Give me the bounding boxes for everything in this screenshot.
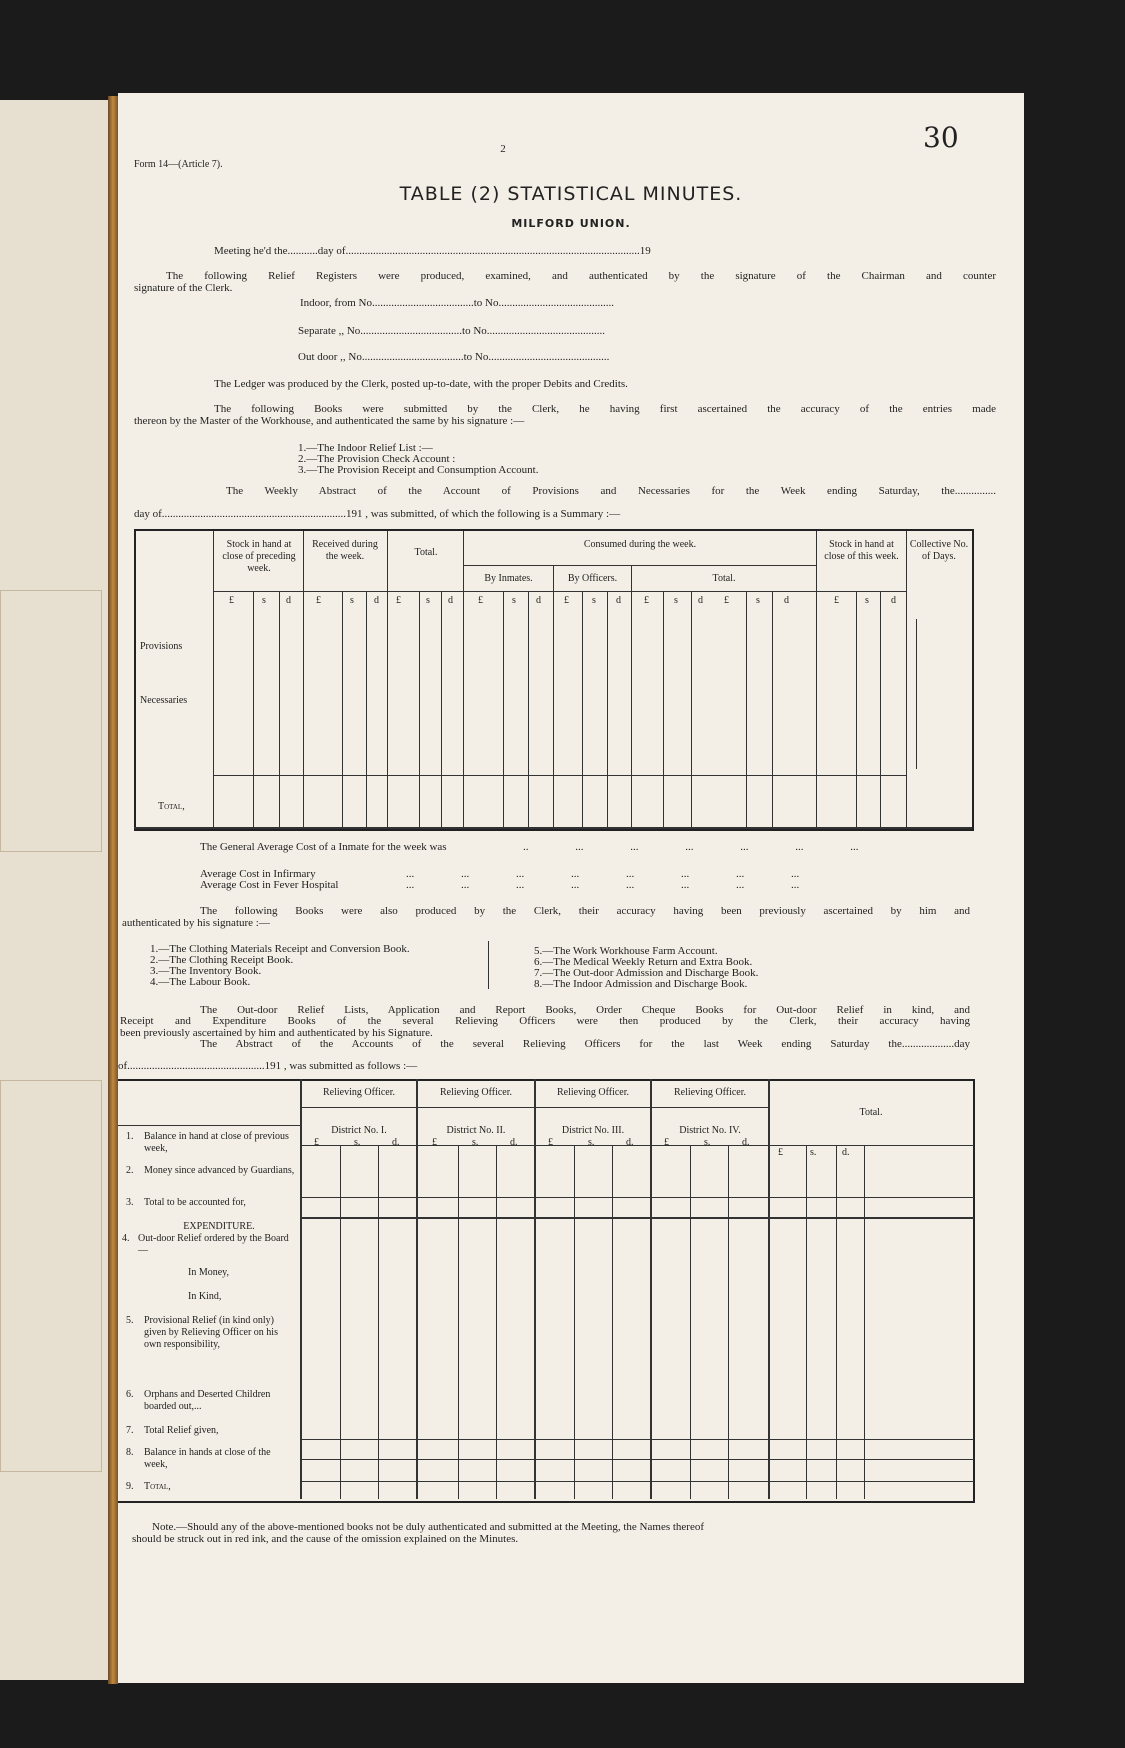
page-title: TABLE (2) STATISTICAL MINUTES.	[399, 183, 743, 205]
row-label-3: Total to be accounted for,	[144, 1197, 246, 1208]
currency-shilling: s	[512, 595, 516, 606]
row-label-7: Total Relief given,	[144, 1425, 219, 1436]
expenditure-heading: EXPENDITURE.	[183, 1221, 255, 1232]
general-cost-dots: .. ... ... ... ... ... ...	[523, 841, 859, 853]
weekly-abstract-cont: day of...................................................................191 , was submitted, of which the following is a Summary :—	[134, 508, 621, 520]
facing-page-table	[0, 590, 102, 852]
infirmary-dots: ... ... ... ... ... ... ... ...	[406, 868, 800, 880]
currency-shilling: s.	[472, 1137, 479, 1148]
row-label-8: Balance in hands at close of the week,	[144, 1447, 271, 1470]
currency-pence: d	[286, 595, 291, 606]
currency-shilling: s.	[704, 1137, 711, 1148]
row-necessaries: Necessaries	[140, 695, 188, 706]
currency-shilling: s	[262, 595, 266, 606]
officer-header-2: Relieving Officer.	[439, 1087, 513, 1098]
book-list-right-7: 7.—The Out-door Admission and Discharge Book.	[534, 967, 759, 979]
currency-pence: d	[784, 595, 789, 606]
footnote-cont: should be struck out in red ink, and the cause of the omission explained on the Minutes.	[132, 1533, 519, 1545]
district-2: District No. II.	[446, 1125, 506, 1136]
col-collective: Collective No. of Days.	[909, 539, 969, 562]
district-1: District No. I.	[331, 1125, 387, 1136]
currency-shilling: s	[756, 595, 760, 606]
currency-pence: d	[616, 595, 621, 606]
row-label-5: Provisional Relief (in kind only) given by Relieving Officer on his own responsibility,	[144, 1315, 278, 1350]
officers-abstract: The Abstract of the Accounts of the several Relieving Officers for the last Week ending Saturday the...................day	[200, 1038, 970, 1050]
currency-shilling: s.	[810, 1147, 817, 1158]
facing-page	[0, 100, 108, 1680]
officer-header-3: Relieving Officer.	[556, 1087, 630, 1098]
officer-header-1: Relieving Officer.	[322, 1087, 396, 1098]
book-list-right-5: 5.—The Work Workhouse Farm Account.	[534, 945, 718, 957]
currency-shilling: s	[592, 595, 596, 606]
currency-pound: £	[396, 595, 401, 606]
currency-pence: d	[374, 595, 379, 606]
books-intro: The following Books were submitted by the Clerk, he having first ascertained the accuracy of the entries made	[214, 403, 996, 415]
district-3: District No. III.	[561, 1125, 625, 1136]
form-page	[118, 93, 1024, 1683]
union-name: MILFORD UNION.	[511, 217, 631, 230]
col-consumed-total: Total.	[712, 573, 736, 584]
currency-pence: d	[891, 595, 896, 606]
officer-header-4: Relieving Officer.	[673, 1087, 747, 1098]
currency-pound: £	[564, 595, 569, 606]
currency-shilling: s	[674, 595, 678, 606]
total-header: Total.	[859, 1107, 883, 1118]
currency-shilling: s.	[588, 1137, 595, 1148]
folio-number: 2	[500, 143, 506, 155]
outdoor-relief-intro: The Out-door Relief Lists, Application and Report Books, Order Cheque Books for Out-door Relief in kind, and	[200, 1004, 970, 1016]
registers-intro: The following Relief Registers were produced, examined, and authenticated by the signature of the Chairman and counter	[166, 270, 996, 282]
currency-pence: d	[448, 595, 453, 606]
currency-pence: d	[536, 595, 541, 606]
book-item-1: 1.—The Indoor Relief List :—	[298, 442, 433, 454]
book-list-right-6: 6.—The Medical Weekly Return and Extra Book.	[534, 956, 753, 968]
row-num-2: 2.	[126, 1165, 134, 1176]
books-also-intro: The following Books were also produced by the Clerk, their accuracy having been previously ascertained by him and	[200, 905, 970, 917]
book-list-left-1: 1.—The Clothing Materials Receipt and Conversion Book.	[150, 943, 410, 955]
currency-shilling: s	[350, 595, 354, 606]
row-label-in-kind: In Kind,	[188, 1291, 222, 1302]
row-num-9: 9.	[126, 1481, 134, 1492]
outdoor-relief-cont-2: been previously ascertained by him and authenticated by his Signature.	[120, 1027, 433, 1039]
book-list-right-8: 8.—The Indoor Admission and Discharge Book.	[534, 978, 748, 990]
book-item-3: 3.—The Provision Receipt and Consumption Account.	[298, 464, 539, 476]
currency-pound: £	[834, 595, 839, 606]
currency-pound: £	[478, 595, 483, 606]
currency-pound: £	[432, 1137, 437, 1148]
registers-intro-cont: signature of the Clerk.	[134, 282, 233, 294]
currency-shilling: s.	[354, 1137, 361, 1148]
row-provisions: Provisions	[140, 641, 183, 652]
facing-page-table	[0, 1080, 102, 1472]
col-stock-prev: Stock in hand at close of preceding week.	[222, 539, 296, 574]
currency-pence: d.	[842, 1147, 850, 1158]
book-list-left-4: 4.—The Labour Book.	[150, 976, 251, 988]
row-num-8: 8.	[126, 1447, 134, 1458]
currency-pence: d.	[510, 1137, 518, 1148]
page-number: 30	[923, 121, 959, 154]
books-intro-cont: thereon by the Master of the Workhouse, and authenticated the same by his signature :—	[134, 415, 525, 427]
currency-pence: d.	[392, 1137, 400, 1148]
currency-pound: £	[316, 595, 321, 606]
row-num-1: 1.	[126, 1131, 134, 1142]
col-consumed: Consumed during the week.	[583, 539, 697, 550]
currency-pound: £	[664, 1137, 669, 1148]
currency-shilling: s	[426, 595, 430, 606]
row-label-9: Total,	[144, 1481, 171, 1492]
currency-shilling: s	[865, 595, 869, 606]
book-spine	[108, 96, 118, 1684]
meeting-line: Meeting he'd the...........day of...........................................................................................................19	[214, 245, 651, 257]
row-label-2: Money since advanced by Guardians,	[144, 1165, 295, 1176]
col-by-officers: By Officers.	[567, 573, 618, 584]
currency-pound: £	[548, 1137, 553, 1148]
currency-pound: £	[314, 1137, 319, 1148]
row-num-5: 5.	[126, 1315, 134, 1326]
row-label-4: Out-door Relief ordered by the Board—	[138, 1233, 289, 1256]
book-list-left-2: 2.—The Clothing Receipt Book.	[150, 954, 294, 966]
currency-pence: d	[698, 595, 703, 606]
col-stock-close: Stock in hand at close of this week.	[824, 539, 899, 562]
provisions-summary-table	[134, 529, 990, 839]
row-total: Total,	[158, 801, 185, 812]
district-4: District No. IV.	[679, 1125, 741, 1136]
general-average-cost: The General Average Cost of a Inmate for the week was	[200, 841, 447, 853]
weekly-abstract: The Weekly Abstract of the Account of Provisions and Necessaries for the Week ending Saturday, the...............	[226, 485, 996, 497]
currency-pound: £	[229, 595, 234, 606]
currency-pound: £	[778, 1147, 783, 1158]
currency-pound: £	[724, 595, 729, 606]
ledger-statement: The Ledger was produced by the Clerk, posted up-to-date, with the proper Debits and Credits.	[214, 378, 628, 390]
footnote: Note.—Should any of the above-mentioned books not be duly authenticated and submitted at the Meeting, the Names thereof	[152, 1521, 704, 1533]
row-label-1: Balance in hand at close of previous week,	[144, 1131, 289, 1154]
infirmary-cost: Average Cost in Infirmary	[200, 868, 316, 880]
books-also-intro-cont: authenticated by his signature :—	[122, 917, 270, 929]
col-by-inmates: By Inmates.	[484, 573, 533, 584]
currency-pence: d.	[626, 1137, 634, 1148]
indoor-register: Indoor, from No.....................................to No..........................................	[300, 297, 614, 309]
relieving-officers-table	[118, 1079, 978, 1499]
col-received: Received during the week.	[312, 539, 378, 562]
currency-pound: £	[644, 595, 649, 606]
currency-pence: d.	[742, 1137, 750, 1148]
row-label-in-money: In Money,	[188, 1267, 230, 1278]
fever-hospital-cost: Average Cost in Fever Hospital	[200, 879, 339, 891]
row-num-6: 6.	[126, 1389, 134, 1400]
fever-dots: ... ... ... ... ... ... ... ...	[406, 879, 800, 891]
outdoor-register: Out door ,, No.....................................to No............................................	[298, 351, 610, 363]
officers-abstract-cont: of..................................................191 , was submitted as follows :—	[118, 1060, 418, 1072]
row-num-7: 7.	[126, 1425, 134, 1436]
separate-register: Separate ,, No.....................................to No...........................................	[298, 325, 606, 337]
outdoor-relief-cont: Receipt and Expenditure Books of the several Relieving Officers were then produced by the Clerk, their accuracy having	[120, 1015, 970, 1027]
row-num-4: 4.	[122, 1233, 130, 1244]
row-label-6: Orphans and Deserted Children boarded out,...	[144, 1389, 271, 1412]
form-reference: Form 14—(Article 7).	[134, 159, 223, 170]
book-list-left-3: 3.—The Inventory Book.	[150, 965, 262, 977]
col-total: Total.	[414, 547, 438, 558]
row-num-3: 3.	[126, 1197, 134, 1208]
book-item-2: 2.—The Provision Check Account :	[298, 453, 456, 465]
